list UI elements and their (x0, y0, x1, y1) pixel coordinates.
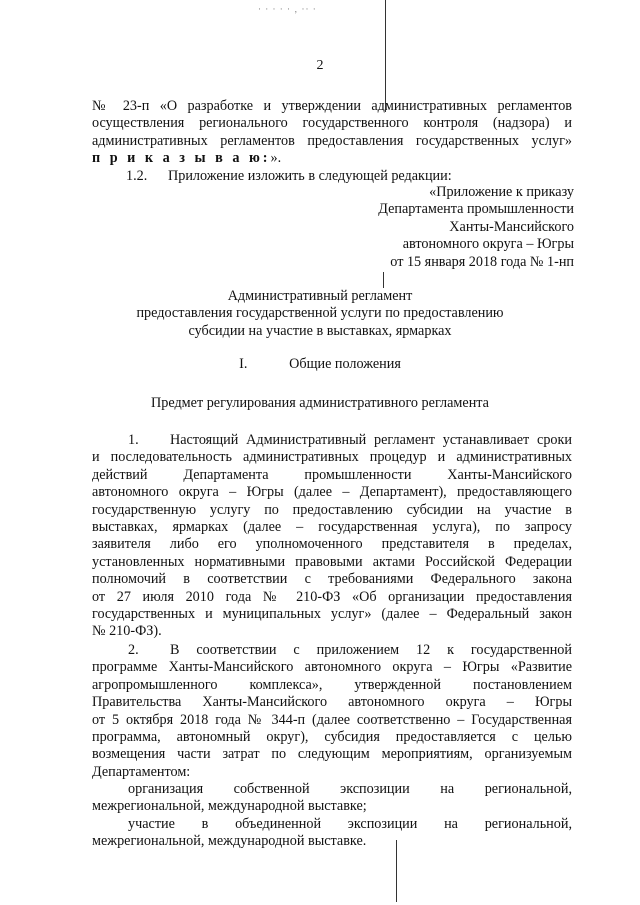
item-text: Приложение изложить в следующей редакции: (168, 168, 452, 184)
intro-paragraph (92, 98, 572, 168)
text-line: административных регламентов предоставления государственных услуг» (92, 132, 572, 149)
text-line: Департаментом: (92, 763, 191, 780)
title-line: субсидии на участие в выставках, ярмарках (188, 322, 452, 339)
order-line (92, 150, 572, 167)
text-line: межрегиональной, международной выставке. (92, 833, 367, 850)
order-tail: ». (270, 150, 282, 167)
order-word: п р и к а з ы в а ю: (92, 150, 271, 167)
document-title (0, 288, 640, 340)
item-1-2 (92, 168, 572, 185)
text-line: действий Департамента промышленности Ханты-Мансийского (92, 466, 572, 483)
appendix-header (378, 184, 574, 271)
bullet-item-1 (92, 781, 572, 816)
text-line: № 23-п «О разработке и утверждении административных регламентов (92, 98, 572, 114)
section-number: I. (239, 356, 248, 372)
page-number: 2 (316, 58, 324, 73)
appendix-line: «Приложение к приказу (429, 184, 574, 200)
text-line: государственных и муниципальных услуг» (далее – Федеральный закон (92, 606, 572, 623)
scan-fold-line-mid (383, 272, 384, 288)
text-line: Настоящий Административный регламент устанавливает сроки (170, 432, 572, 448)
section-heading (0, 356, 640, 373)
title-line: Административный регламент (227, 288, 413, 304)
text-line: организация собственной экспозиции на региональной, (128, 781, 572, 797)
appendix-line: от 15 января 2018 года № 1-нп (390, 253, 574, 270)
subsection-heading: Предмет регулирования административного регламента (151, 395, 489, 411)
paragraph-number: 2. (128, 642, 139, 658)
appendix-line: Ханты-Мансийского (449, 218, 574, 235)
bullet-item-2 (92, 816, 572, 851)
appendix-line: автономного округа – Югры (402, 236, 574, 253)
text-line: программа, автономный округ), субсидия предоставляется с целью (92, 729, 572, 746)
text-line: возмещения части затрат по следующим мероприятиям, организуемым (92, 746, 572, 763)
text-line: автономного округа – Югры (далее – Департамент), предоставляющего (92, 484, 572, 501)
scan-artifact-marks: · · · · · ‚ ·· · (258, 4, 317, 14)
text-line: выставках, ярмарках (далее – государственная услуга), по запросу (92, 519, 572, 536)
section-title: Общие положения (289, 356, 401, 372)
text-line: В соответствии с приложением 12 к государственной (170, 642, 572, 658)
text-line: Правительства Ханты-Мансийского автономного округа – Югры (92, 694, 572, 711)
text-line: от 27 июля 2010 года № 210-ФЗ «Об организации предоставления (92, 588, 572, 605)
text-line: межрегиональной, международной выставке; (92, 798, 367, 815)
text-line: от 5 октября 2018 года № 344-п (далее соответственно – Государственная (92, 711, 572, 728)
text-line: программе Ханты-Мансийского автономного округа – Югры «Развитие (92, 659, 572, 676)
text-line: установленных нормативными правовыми актами Российской Федерации (92, 553, 572, 570)
scan-fold-line-top (385, 0, 386, 112)
paragraph-2 (92, 642, 572, 781)
text-line: государственную услугу по предоставлению субсидии на участие в (92, 501, 572, 518)
paragraph-number: 1. (128, 432, 139, 448)
title-line: предоставления государственной услуги по предоставлению (136, 305, 504, 322)
text-line: заявителя либо его уполномоченного представителя в пределах, (92, 536, 572, 553)
item-number: 1.2. (126, 168, 148, 184)
text-line: участие в объединенной экспозиции на региональной, (128, 816, 572, 832)
appendix-line: Департамента промышленности (378, 201, 574, 218)
paragraph-1 (92, 432, 572, 641)
text-line: полномочий в соответствии с требованиями Федерального закона (92, 571, 572, 588)
text-line: и последовательность административных процедур и административных (92, 449, 572, 466)
text-line: осуществления регионального государственного контроля (надзора) и (92, 115, 572, 132)
text-line: № 210-ФЗ). (92, 623, 162, 640)
text-line: агропромышленного комплекса», утвержденной постановлением (92, 676, 572, 693)
